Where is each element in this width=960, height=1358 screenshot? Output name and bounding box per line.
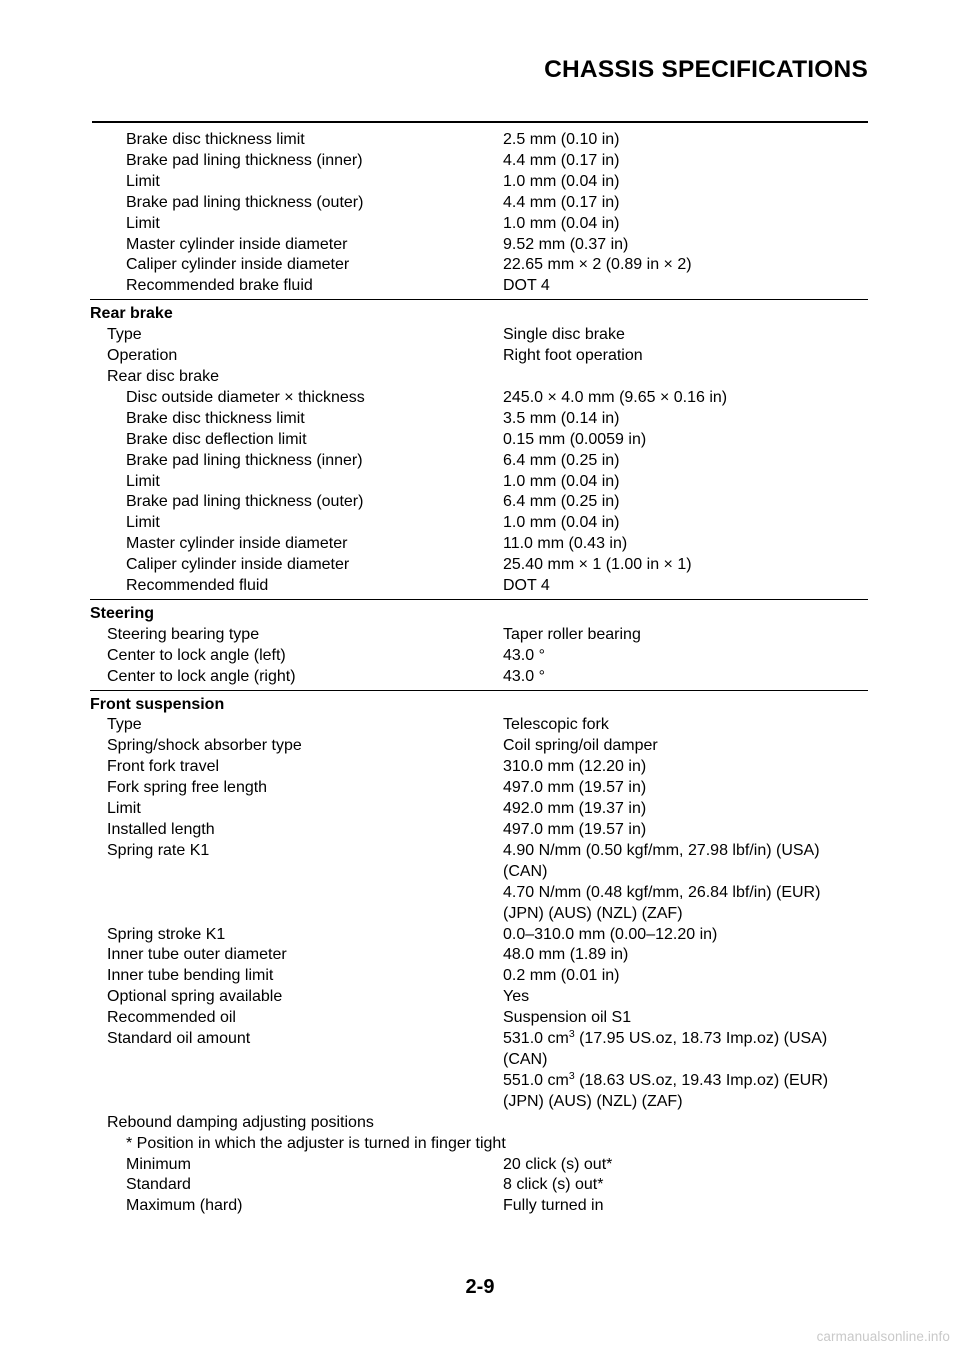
spec-value: Yes: [503, 988, 530, 1006]
spec-value: Telescopic fork: [503, 716, 609, 734]
spec-label: Optional spring available: [107, 988, 283, 1006]
spec-label: [90, 862, 503, 883]
spec-value: Single disc brake: [503, 326, 625, 344]
spec-label: Caliper cylinder inside diameter: [126, 256, 350, 274]
spec-label: [90, 1092, 503, 1113]
spec-row: [90, 966, 868, 987]
spec-row: [90, 1008, 868, 1029]
spec-row: [90, 987, 868, 1008]
spec-row: [90, 841, 868, 862]
spec-row: [90, 778, 868, 799]
spec-row: [90, 945, 868, 966]
spec-row: [90, 799, 868, 820]
spec-label: Center to lock angle (left): [107, 646, 286, 664]
spec-value: 0.15 mm (0.0059 in): [503, 430, 647, 448]
spec-value: 43.0 °: [503, 646, 545, 664]
spec-row: [90, 534, 868, 555]
spec-value: 4.90 N/mm (0.50 kgf/mm, 27.98 lbf/in) (USA): [503, 841, 820, 859]
spec-value: [503, 367, 868, 388]
spec-label: Inner tube bending limit: [107, 967, 274, 985]
spec-label: [90, 1050, 503, 1071]
spec-row: [90, 451, 868, 472]
spec-label: Standard: [126, 1176, 191, 1194]
spec-label: Center to lock angle (right): [107, 667, 296, 685]
spec-value: 1.0 mm (0.04 in): [503, 472, 620, 490]
spec-label: Brake disc thickness limit: [126, 409, 305, 427]
spec-row: [90, 235, 868, 256]
spec-label: Brake disc thickness limit: [126, 131, 305, 148]
spec-label: Disc outside diameter × thickness: [126, 388, 365, 406]
spec-row: [90, 172, 868, 193]
section-heading-label: Front suspension: [90, 695, 225, 713]
spec-value: 1.0 mm (0.04 in): [503, 172, 620, 190]
spec-row: [90, 1155, 868, 1176]
spec-label: [90, 1071, 503, 1092]
spec-row: [90, 757, 868, 778]
spec-value: 48.0 mm (1.89 in): [503, 946, 629, 964]
spec-row: [90, 388, 868, 409]
superscript: 3: [568, 1069, 575, 1082]
spec-row: [90, 472, 868, 493]
spec-value: Coil spring/oil damper: [503, 737, 658, 755]
spec-value: 0.2 mm (0.01 in): [503, 967, 620, 985]
spec-value: Taper roller bearing: [503, 625, 641, 643]
spec-value: (JPN) (AUS) (NZL) (ZAF): [503, 904, 683, 922]
spec-row-continuation: [90, 1092, 868, 1113]
spec-value: 4.70 N/mm (0.48 kgf/mm, 26.84 lbf/in) (EUR): [503, 883, 821, 901]
spec-row: [90, 576, 868, 597]
spec-label: Spring stroke K1: [107, 925, 226, 943]
spec-row: [90, 555, 868, 576]
spec-label: Brake pad lining thickness (inner): [126, 151, 363, 169]
spec-label: [90, 904, 503, 925]
spec-value: [503, 1071, 868, 1092]
spec-row: [90, 325, 868, 346]
spec-value: 497.0 mm (19.57 in): [503, 821, 647, 838]
spec-value: 4.4 mm (0.17 in): [503, 151, 620, 169]
spec-row: [90, 820, 868, 841]
spec-label: Brake disc deflection limit: [126, 430, 307, 448]
spec-value: 497.0 mm (19.57 in): [503, 779, 647, 797]
spec-label: Limit: [126, 472, 160, 490]
spec-row: [90, 625, 868, 646]
spec-label: Spring/shock absorber type: [107, 737, 302, 755]
spec-row: [90, 130, 868, 151]
spec-row: [90, 367, 868, 388]
spec-row-continuation: [90, 1050, 868, 1071]
spec-label: Brake pad lining thickness (outer): [126, 493, 364, 511]
spec-table: [90, 130, 868, 1223]
spec-label: Operation: [107, 347, 178, 365]
spec-value: 310.0 mm (12.20 in): [503, 758, 647, 776]
spec-label: Maximum (hard): [126, 1197, 243, 1215]
spec-value: 43.0 °: [503, 667, 545, 685]
spec-label: Rebound damping adjusting positions: [107, 1113, 374, 1131]
spec-value: 8 click (s) out*: [503, 1176, 604, 1194]
spec-value: 3.5 mm (0.14 in): [503, 409, 620, 427]
spec-value: 1.0 mm (0.04 in): [503, 514, 620, 532]
spec-row-continuation: [90, 1071, 868, 1092]
footnote-text: * Position in which the adjuster is turned in finger tight: [126, 1134, 506, 1152]
spec-value: (CAN): [503, 862, 548, 880]
section-heading-label: Rear brake: [90, 305, 173, 323]
spec-label: Fork spring free length: [107, 779, 268, 797]
spec-label: Rear disc brake: [107, 367, 220, 385]
spec-row: [90, 430, 868, 451]
section-heading: [90, 695, 868, 716]
spec-label: Recommended oil: [107, 1009, 236, 1027]
value-text: 531.0 cm: [503, 1030, 569, 1048]
spec-label: Type: [107, 716, 142, 734]
spec-value: Right foot operation: [503, 347, 643, 365]
spec-row: [90, 255, 868, 276]
spec-value: 1.0 mm (0.04 in): [503, 214, 620, 232]
front-suspension-section: [90, 695, 868, 1220]
spec-label: Brake pad lining thickness (inner): [126, 451, 363, 469]
spec-row: [90, 715, 868, 736]
spec-label: Limit: [107, 800, 141, 818]
spec-row: [90, 1175, 868, 1196]
spec-label: Recommended brake fluid: [126, 277, 313, 295]
spec-row-continuation: [90, 883, 868, 904]
page-number: 2-9: [465, 1276, 495, 1298]
spec-label: Type: [107, 326, 142, 344]
spec-value: [503, 1029, 868, 1050]
header-rule: [92, 121, 868, 123]
value-text: (17.95 US.oz, 18.73 Imp.oz) (USA): [574, 1030, 828, 1048]
footnote-row: [90, 1134, 868, 1155]
spec-value: 9.52 mm (0.37 in): [503, 235, 629, 253]
spec-label: Master cylinder inside diameter: [126, 535, 348, 553]
spec-row: [90, 513, 868, 534]
spec-label: Limit: [126, 172, 160, 190]
spec-value: [503, 1113, 868, 1134]
spec-label: Recommended fluid: [126, 577, 269, 595]
spec-label: Spring rate K1: [107, 841, 210, 859]
spec-row: [90, 409, 868, 430]
spec-label: Limit: [126, 514, 160, 532]
steering-section: [90, 604, 868, 691]
rear-brake-section: [90, 304, 868, 600]
spec-row: [90, 1196, 868, 1217]
section-heading: [90, 304, 868, 325]
front-brake-continued-section: [90, 130, 868, 300]
spec-row: [90, 193, 868, 214]
spec-value: DOT 4: [503, 277, 550, 295]
spec-value: 6.4 mm (0.25 in): [503, 493, 620, 511]
spec-row-continuation: [90, 904, 868, 925]
spec-value: 245.0 × 4.0 mm (9.65 × 0.16 in): [503, 388, 728, 406]
spec-row: [90, 646, 868, 667]
spec-label: Caliper cylinder inside diameter: [126, 556, 350, 574]
spec-row: [90, 492, 868, 513]
spec-row: [90, 346, 868, 367]
spec-row: [90, 1113, 868, 1134]
spec-value: (JPN) (AUS) (NZL) (ZAF): [503, 1092, 683, 1110]
spec-value: 25.40 mm × 1 (1.00 in × 1): [503, 556, 692, 574]
section-heading: [90, 604, 868, 625]
spec-label: [90, 883, 503, 904]
spec-label: Minimum: [126, 1155, 191, 1173]
superscript: 3: [568, 1028, 575, 1041]
watermark: carmanualsonline.info: [816, 1329, 950, 1344]
spec-row: [90, 276, 868, 297]
spec-value: 2.5 mm (0.10 in): [503, 131, 620, 148]
spec-value: 11.0 mm (0.43 in): [503, 535, 628, 553]
spec-value: DOT 4: [503, 577, 550, 595]
spec-value: 492.0 mm (19.37 in): [503, 800, 647, 818]
spec-row: [90, 667, 868, 688]
value-text: (18.63 US.oz, 19.43 Imp.oz) (EUR): [574, 1071, 829, 1089]
page-title: CHASSIS SPECIFICATIONS: [544, 56, 868, 83]
spec-row: [90, 925, 868, 946]
spec-row: [90, 214, 868, 235]
spec-value: 22.65 mm × 2 (0.89 in × 2): [503, 256, 692, 274]
spec-label: Steering bearing type: [107, 625, 260, 643]
spec-label: Installed length: [107, 821, 215, 838]
spec-value: 4.4 mm (0.17 in): [503, 193, 620, 211]
section-heading-label: Steering: [90, 604, 155, 622]
spec-label: Master cylinder inside diameter: [126, 235, 348, 253]
spec-row: [90, 1029, 868, 1050]
spec-row: [90, 736, 868, 757]
spec-value: Fully turned in: [503, 1197, 604, 1215]
spec-label: Standard oil amount: [107, 1030, 251, 1048]
spec-value: 20 click (s) out*: [503, 1155, 613, 1173]
spec-label: Brake pad lining thickness (outer): [126, 193, 364, 211]
spec-value: (CAN): [503, 1050, 548, 1068]
spec-row-continuation: [90, 862, 868, 883]
spec-value: 6.4 mm (0.25 in): [503, 451, 620, 469]
spec-label: Front fork travel: [107, 758, 220, 776]
spec-value: 0.0–310.0 mm (0.00–12.20 in): [503, 925, 718, 943]
spec-value: Suspension oil S1: [503, 1009, 632, 1027]
spec-row: [90, 151, 868, 172]
spec-label: Limit: [126, 214, 160, 232]
value-text: 551.0 cm: [503, 1071, 569, 1089]
spec-label: Inner tube outer diameter: [107, 946, 287, 964]
